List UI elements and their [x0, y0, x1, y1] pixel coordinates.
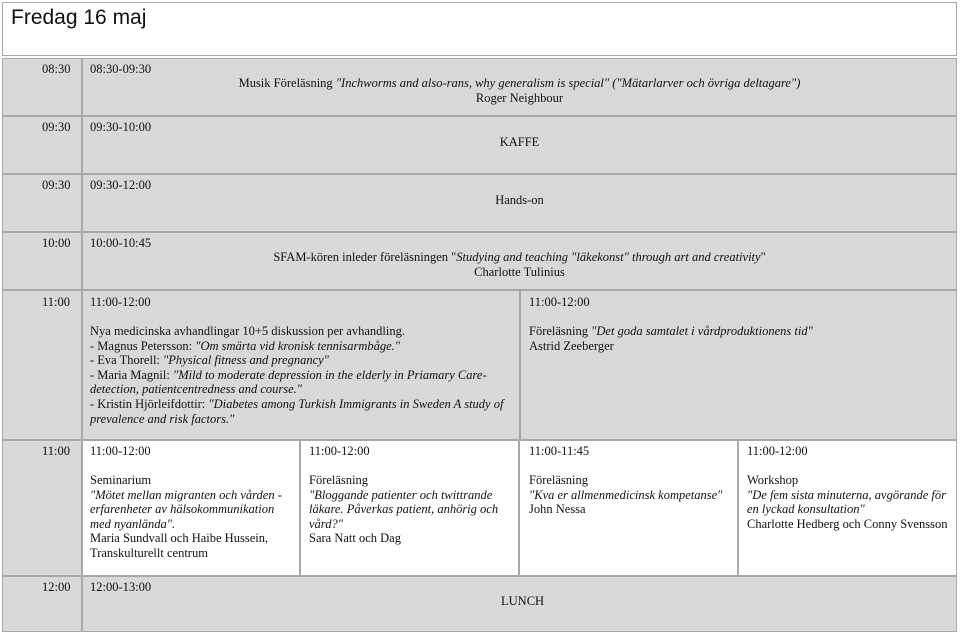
- session-title: "Kva er allmenmedicinsk kompetanse": [529, 487, 723, 502]
- time-range: 11:00-12:00: [90, 295, 151, 309]
- lecture-title: Föreläsning "Det goda samtalet i vårdproduktionens tid": [529, 324, 813, 338]
- time-range: 12:00-13:00: [90, 580, 152, 594]
- speaker-names: Maria Sundvall och Haibe Hussein, Transkulturellt centrum: [90, 531, 269, 560]
- time-label: 09:30: [42, 178, 71, 192]
- session-type: Föreläsning: [529, 473, 589, 487]
- speaker-name: Astrid Zeeberger: [529, 339, 614, 353]
- time-range: 08:30-09:30: [90, 62, 152, 76]
- dissertation-intro: Nya medicinska avhandlingar 10+5 diskussion per avhandling.: [90, 324, 405, 338]
- parallel-session-competence: [519, 440, 738, 576]
- time-label: 11:00: [42, 444, 71, 458]
- row-1100b-time: [2, 440, 82, 576]
- session-body: [747, 473, 952, 531]
- time-range: 11:00-12:00: [529, 295, 590, 309]
- time-range: 11:00-12:00: [747, 444, 808, 458]
- time-range: 11:00-12:00: [90, 444, 151, 458]
- session-title-italic: Studying and teaching "läkekonst" through art and creativity: [456, 250, 761, 264]
- session-title: "De fem sista minuterna, avgörande för en lyckad konsultation": [747, 487, 946, 517]
- session-type: Seminarium: [90, 473, 152, 487]
- dissertation-item: - Magnus Petersson: "Om smärta vid kronisk tennisarmbåge.": [90, 338, 401, 353]
- session-title: "Bloggande patienter och twittrande läkare. Påverkas patient, anhörig och vård?": [309, 487, 499, 531]
- page-title-box: [2, 2, 957, 56]
- session-body: [309, 473, 514, 546]
- speaker-names: Sara Natt och Dag: [309, 531, 401, 546]
- time-range: 10:00-10:45: [90, 236, 152, 250]
- session-type: Föreläsning: [309, 473, 369, 487]
- dissertation-item: - Maria Magnil: "Mild to moderate depression in the elderly in Priamary Care-detection, patientcentredness and course.": [90, 367, 487, 397]
- row-0930-time: [2, 116, 82, 174]
- row-1200-time: [2, 576, 82, 632]
- time-label: 11:00: [42, 295, 71, 309]
- session-body: [529, 473, 734, 517]
- time-label: 09:30: [42, 120, 71, 134]
- row-1000-time: [2, 232, 82, 290]
- time-range: 09:30-10:00: [90, 120, 152, 134]
- row-1000-session: [82, 232, 957, 290]
- row-1100-dissertations: [82, 290, 520, 440]
- dissertation-item: - Kristin Hjörleifdottir: "Diabetes among Turkish Immigrants in Sweden A study of prevalence and risk factors.": [90, 396, 504, 426]
- row-1100-lecture: [520, 290, 957, 440]
- time-label: 10:00: [42, 236, 71, 250]
- row-0830-time: [2, 58, 82, 116]
- speaker-name: Roger Neighbour: [475, 91, 564, 105]
- session-title: LUNCH: [501, 594, 545, 608]
- session-type: Workshop: [747, 473, 799, 487]
- session-title: "Mötet mellan migranten och vården - erfarenheter av hälsokommunikation med nyanlända".: [90, 487, 282, 531]
- parallel-session-seminar: [82, 440, 300, 576]
- row-1100-time: [2, 290, 82, 440]
- row-0830-session: [82, 58, 957, 116]
- session-title: KAFFE: [499, 135, 540, 149]
- session-title-italic: "Inchworms and also-rans, why generalism is special" ("Mätarlarver och övriga deltagare"): [335, 76, 801, 90]
- session-title: Hands-on: [495, 193, 544, 207]
- speaker-names: Charlotte Hedberg och Conny Svensson: [747, 516, 948, 531]
- session-title: Musik Föreläsning "Inchworms and also-rans, why generalism is special" ("Mätarlarver och övriga deltagare"): [238, 76, 801, 90]
- speaker-name: Charlotte Tulinius: [474, 265, 565, 279]
- time-label: 08:30: [42, 62, 71, 76]
- row-0930-handson: [82, 174, 957, 232]
- time-range: 11:00-11:45: [529, 444, 590, 458]
- page-title: Fredag 16 maj: [11, 6, 147, 29]
- speaker-names: John Nessa: [529, 502, 586, 517]
- session-body: [90, 473, 295, 561]
- parallel-session-workshop: [738, 440, 957, 576]
- dissertation-list: [90, 324, 510, 426]
- time-range: 09:30-12:00: [90, 178, 152, 192]
- parallel-session-blog: [300, 440, 519, 576]
- row-0930b-time: [2, 174, 82, 232]
- time-label: 12:00: [42, 580, 71, 594]
- time-range: 11:00-12:00: [309, 444, 370, 458]
- row-0930-kaffe: [82, 116, 957, 174]
- row-1200-lunch: [82, 576, 957, 632]
- dissertation-item: - Eva Thorell: "Physical fitness and pregnancy": [90, 353, 329, 368]
- session-title: SFAM-kören inleder föreläsningen "Studying and teaching "läkekonst" through art and creativity": [273, 250, 766, 264]
